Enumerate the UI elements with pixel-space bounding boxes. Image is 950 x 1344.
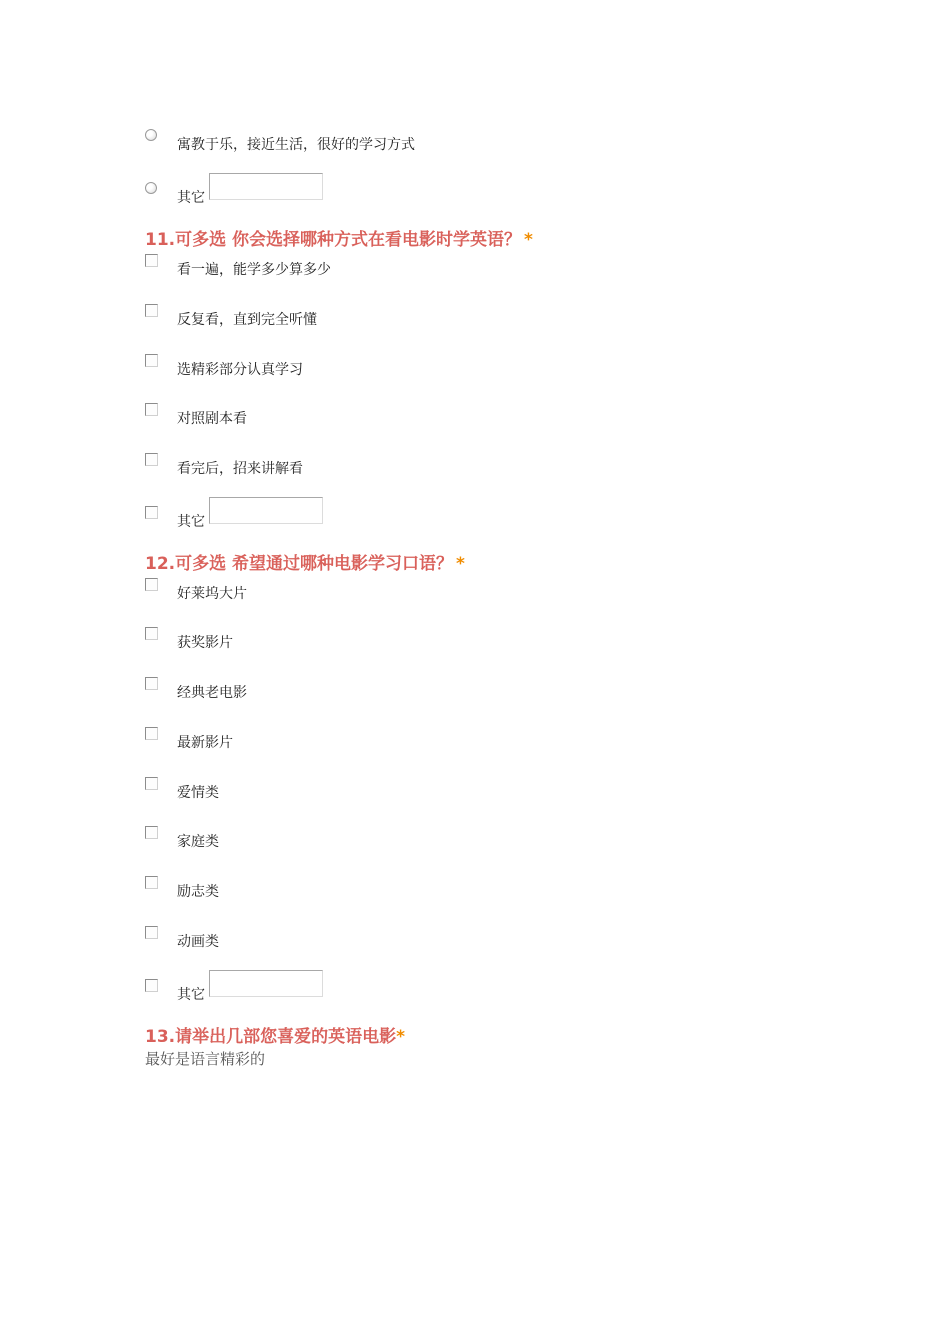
checkbox[interactable] <box>145 727 158 740</box>
checkbox[interactable] <box>145 254 158 267</box>
question-12-title <box>145 549 465 574</box>
option-label: 对照剧本看 <box>177 411 247 427</box>
checkbox[interactable] <box>145 876 158 889</box>
question-11-title <box>145 225 533 250</box>
checkbox[interactable] <box>145 453 158 466</box>
option-label: 获奖影片 <box>177 635 233 651</box>
checkbox[interactable] <box>145 979 158 992</box>
checkbox[interactable] <box>145 506 158 519</box>
option-label: 其它 <box>177 190 205 206</box>
radio-button[interactable] <box>145 129 157 141</box>
option-label: 其它 <box>177 514 205 530</box>
question-text: 可多选 你会选择哪种方式在看电影时学英语？ <box>175 230 522 250</box>
other-text-input[interactable] <box>209 970 323 997</box>
radio-button[interactable] <box>145 182 157 194</box>
checkbox[interactable] <box>145 354 158 367</box>
checkbox[interactable] <box>145 578 158 591</box>
other-text-input[interactable] <box>209 497 323 524</box>
option-label: 励志类 <box>177 884 219 900</box>
option-label: 选精彩部分认真学习 <box>177 362 303 378</box>
checkbox[interactable] <box>145 627 158 640</box>
question-13-description: 最好是语言精彩的 <box>145 1050 266 1068</box>
option-label: 经典老电影 <box>177 685 247 701</box>
question-text: 可多选 希望通过哪种电影学习口语？ <box>175 554 454 574</box>
question-text: 请举出几部您喜爱的英语电影 <box>175 1027 397 1047</box>
option-label: 家庭类 <box>177 834 219 850</box>
required-mark: * <box>396 1027 406 1047</box>
question-number: 11. <box>145 230 176 250</box>
option-label: 好莱坞大片 <box>177 586 247 602</box>
checkbox[interactable] <box>145 826 158 839</box>
option-label: 反复看，直到完全听懂 <box>177 312 317 328</box>
option-label: 最新影片 <box>177 735 233 751</box>
checkbox[interactable] <box>145 926 158 939</box>
checkbox[interactable] <box>145 677 158 690</box>
checkbox[interactable] <box>145 304 158 317</box>
option-label: 其它 <box>177 987 205 1003</box>
option-label: 看一遍，能学多少算多少 <box>177 262 331 278</box>
checkbox[interactable] <box>145 777 158 790</box>
required-mark: * <box>524 230 533 250</box>
question-number: 13. <box>145 1027 176 1047</box>
required-mark: * <box>456 554 465 574</box>
option-label: 寓教于乐，接近生活，很好的学习方式 <box>177 137 415 153</box>
question-number: 12. <box>145 554 176 574</box>
other-text-input[interactable] <box>209 173 323 200</box>
option-label: 动画类 <box>177 934 219 950</box>
question-13-title <box>145 1022 405 1047</box>
checkbox[interactable] <box>145 403 158 416</box>
option-label: 看完后，招来讲解看 <box>177 461 303 477</box>
option-label: 爱情类 <box>177 785 219 801</box>
